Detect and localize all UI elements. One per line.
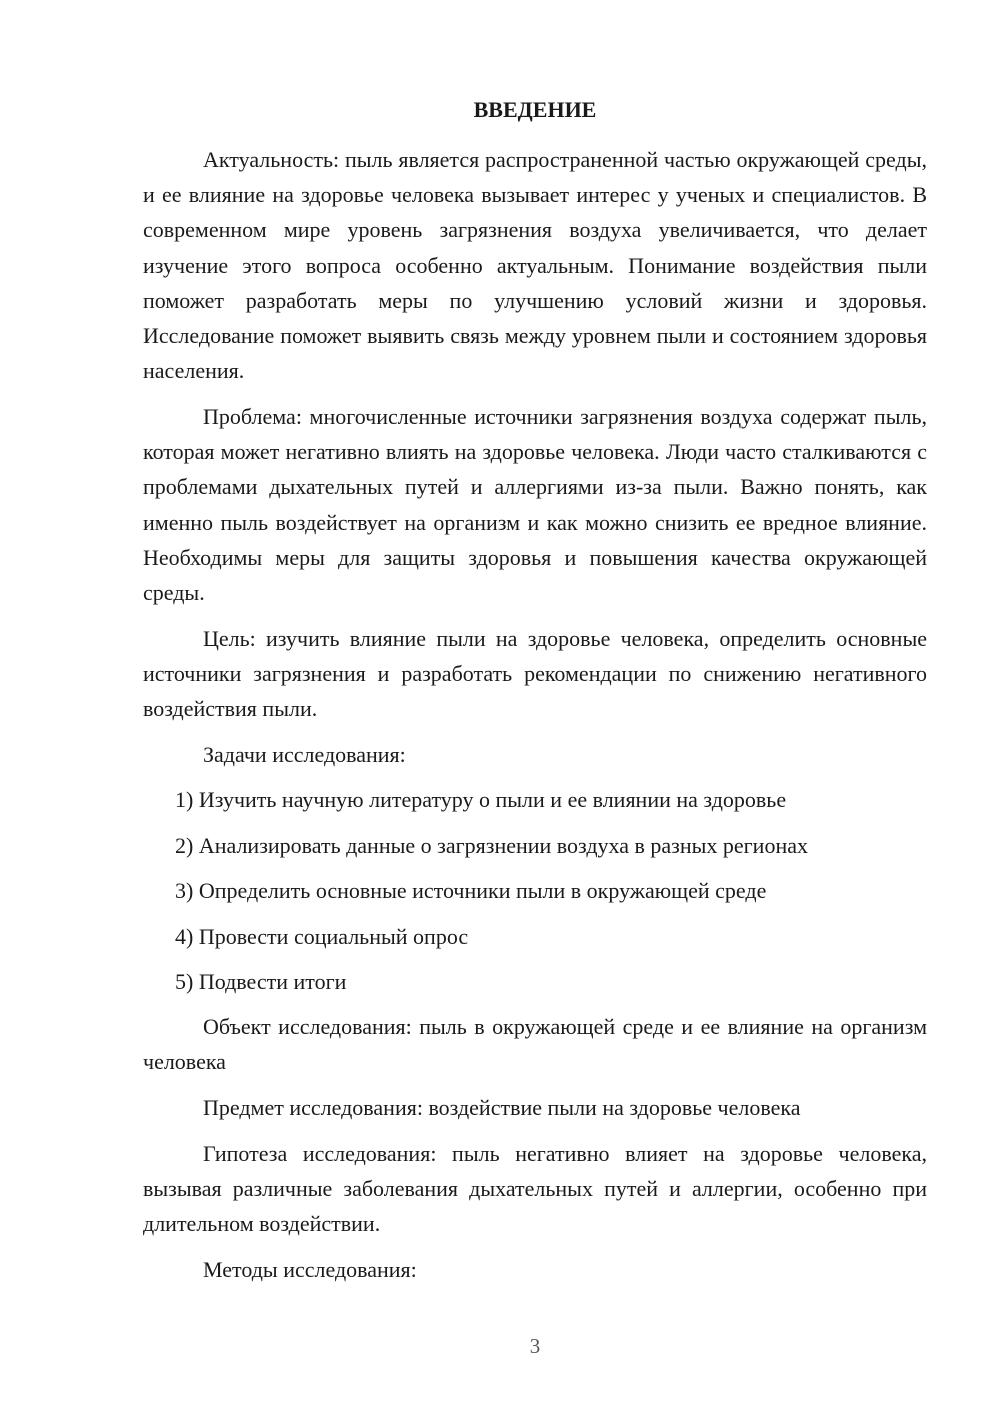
task-item-2: 2) Анализировать данные о загрязнении воздуха в разных регионах <box>175 833 808 858</box>
paragraph-subject: Предмет исследования: воздействие пыли на здоровье человека <box>203 1095 801 1120</box>
task-item-1: 1) Изучить научную литературу о пыли и ее влиянии на здоровье <box>175 787 787 812</box>
task-item-3: 3) Определить основные источники пыли в окружающей среде <box>175 878 767 903</box>
task-item-5: 5) Подвести итоги <box>175 969 347 994</box>
paragraph-goal: Цель: изучить влияние пыли на здоровье человека, определить основные источники загрязнения и разработать рекомендации по снижению негативного воздействия пыли. <box>143 626 927 722</box>
paragraph-problem: Проблема: многочисленные источники загрязнения воздуха содержат пыль, которая может негативно влиять на здоровье человека. Люди часто сталкиваются с проблемами дыхательных путей и аллергиями из-за пыли. Важно понять, как именно пыль воздействует на организм и как можно снизить ее вредное влияние. Необходимы меры для защиты здоровья и повышения качества окружающей среды. <box>143 404 927 606</box>
page-number: 3 <box>529 1334 541 1358</box>
tasks-heading: Задачи исследования: <box>203 742 406 767</box>
task-item-4: 4) Провести социальный опрос <box>175 924 469 949</box>
paragraph-hypothesis: Гипотеза исследования: пыль негативно влияет на здоровье человека, вызывая различные заболевания дыхательных путей и аллергии, особенно при длительном воздействии. <box>143 1141 927 1237</box>
section-title: ВВЕДЕНИЕ <box>473 97 597 122</box>
paragraph-object: Объект исследования: пыль в окружающей среде и ее влияние на организм человека <box>143 1014 927 1075</box>
methods-heading: Методы исследования: <box>203 1257 417 1282</box>
paragraph-relevance: Актуальность: пыль является распространенной частью окружающей среды, и ее влияние на здоровье человека вызывает интерес у ученых и специалистов. В современном мире уровень загрязнения воздуха увеличивается, что делает изучение этого вопроса особенно актуальным. Понимание воздействия пыли поможет разработать меры по улучшению условий жизни и здоровья. Исследование поможет выявить связь между уровнем пыли и состоянием здоровья населения. <box>143 147 927 384</box>
